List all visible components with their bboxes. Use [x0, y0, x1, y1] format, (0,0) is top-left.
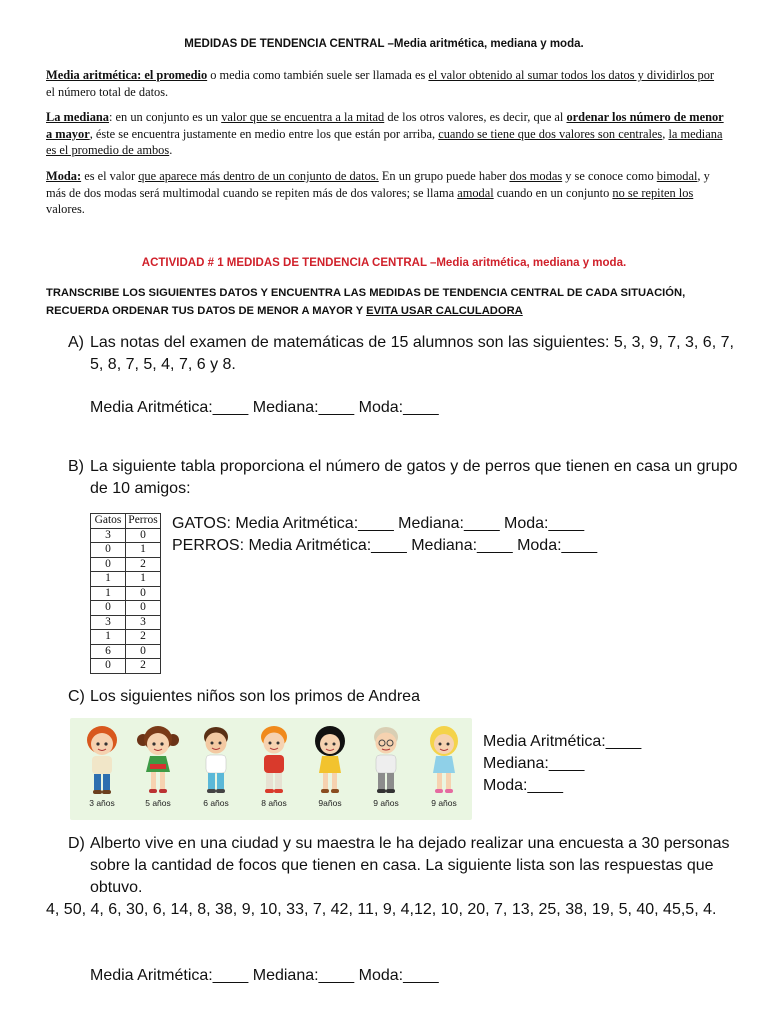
- child-figure: [134, 722, 182, 798]
- definition-text: En un grupo puede haber: [378, 169, 510, 183]
- question-a-letter: A): [68, 334, 84, 351]
- table-cell: 0: [126, 528, 161, 543]
- table-cell: 0: [91, 659, 126, 674]
- child-figure: [362, 722, 410, 798]
- table-header-row: [91, 514, 161, 529]
- table-row: [91, 557, 161, 572]
- question-a-answers: Media Aritmética:____ Mediana:____ Moda:____: [90, 399, 439, 416]
- table-row: [91, 528, 161, 543]
- definition-underlined: cuando se tiene que dos valores son centrales: [438, 126, 663, 141]
- table-cell: 1: [91, 572, 126, 587]
- definition-bold: ordenar los número de menor a mayor: [46, 110, 724, 141]
- definition-text: o media como también suele ser llamada es: [207, 68, 429, 82]
- age-label: 5 años: [145, 798, 171, 808]
- instructions-text: RECUERDA ORDENAR TUS DATOS DE MENOR A MAYOR Y: [46, 305, 367, 317]
- table-cell: 3: [126, 615, 161, 630]
- child-figure: [306, 722, 354, 798]
- answer-moda: Moda:____: [483, 777, 564, 794]
- answer-media: Media Aritmética:____: [483, 733, 642, 750]
- child-figure: [192, 722, 240, 798]
- table-cell: 1: [126, 543, 161, 558]
- table-cell: 3: [91, 615, 126, 630]
- activity-title: ACTIVIDAD # 1 MEDIDAS DE TENDENCIA CENTRAL –Media aritmética, mediana y moda.: [141, 257, 627, 269]
- definition-underlined: que aparece más dentro de un conjunto de datos.: [138, 169, 379, 183]
- definition-text: el número total de datos.: [46, 84, 169, 99]
- definition-term: Moda:: [46, 169, 82, 183]
- table-cell: 1: [126, 572, 161, 587]
- definition-text: y se conoce como: [562, 169, 657, 183]
- question-d-data: 4, 50, 4, 6, 30, 6, 14, 8, 38, 9, 10, 33, 7, 42, 11, 9, 4,12, 10, 20, 7, 13, 25, 38, 19, 5, 40, 45,5, 4.: [46, 901, 717, 918]
- question-c-text: Los siguientes niños son los primos de Andrea: [90, 688, 420, 705]
- question-b-letter: B): [68, 458, 84, 475]
- table-row: [91, 572, 161, 587]
- definition-underlined: valor que se encuentra a la mitad: [221, 110, 385, 124]
- question-d-answers: Media Aritmética:____ Mediana:____ Moda:____: [90, 967, 439, 984]
- question-b-gatos-answers: GATOS: Media Aritmética:____ Mediana:____ Moda:____: [172, 515, 585, 532]
- instructions-line: TRANSCRIBE LOS SIGUIENTES DATOS Y ENCUENTRA LAS MEDIDAS DE TENDENCIA CENTRAL DE CADA SITUACIÓN,: [46, 287, 686, 299]
- table-row: [91, 659, 161, 674]
- child-figure: [420, 722, 468, 798]
- definition-underlined: la mediana es el promedio de ambos: [46, 126, 723, 158]
- table-row: [91, 615, 161, 630]
- definition-underlined: dos modas: [509, 169, 563, 183]
- definition-mediana: [46, 109, 726, 159]
- definition-text: .: [169, 143, 173, 158]
- table-row: [91, 543, 161, 558]
- table-cell: 0: [91, 543, 126, 558]
- age-label: 6 años: [203, 798, 229, 808]
- definition-text: es el valor: [81, 169, 139, 183]
- definition-media: [46, 67, 726, 100]
- definition-term: Media aritmética: el promedio: [46, 68, 208, 82]
- table-cell: 0: [126, 601, 161, 616]
- definition-text: valores.: [46, 202, 85, 217]
- question-c-answers: [483, 731, 641, 797]
- table-cell: 1: [91, 586, 126, 601]
- definition-underlined: bimodal: [656, 169, 698, 183]
- definition-underlined: no se repiten los: [612, 185, 694, 200]
- table-row: [91, 601, 161, 616]
- question-b-text: La siguiente tabla proporciona el número de gatos y de perros que tienen en casa un grupo de 10 amigos:: [90, 458, 738, 497]
- question-d-text: Alberto vive en una ciudad y su maestra le ha dejado realizar una encuesta a 30 personas sobre la cantidad de focos que tienen en casa. La siguiente lista son las respuestas que obtuvo.: [90, 835, 730, 896]
- definition-text: de los otros valores, es decir, que al: [384, 110, 567, 124]
- age-label: 9años: [318, 798, 342, 808]
- definition-text: , y más de dos modas será multimodal cuando se repiten más de dos valores; se llama: [46, 169, 710, 200]
- instructions-line: [46, 302, 736, 320]
- instructions: [46, 284, 736, 320]
- table-row: [91, 586, 161, 601]
- age-label: 9 años: [373, 798, 399, 808]
- age-label: 3 años: [89, 798, 115, 808]
- table-row: [91, 630, 161, 645]
- table-cell: 6: [91, 644, 126, 659]
- table-cell: 0: [91, 601, 126, 616]
- cousins-illustration: [70, 718, 472, 820]
- child-figure: [250, 722, 298, 798]
- table-cell: 1: [91, 630, 126, 645]
- table-cell: 2: [126, 659, 161, 674]
- question-c-letter: C): [68, 688, 85, 705]
- table-cell: 0: [126, 644, 161, 659]
- definition-moda: [46, 168, 726, 218]
- question-a-text: Las notas del examen de matemáticas de 15 alumnos son las siguientes: 5, 3, 9, 7, 3, 6, 7, 5, 8, 7, 5, 4, 7, 6 y 8.: [90, 334, 734, 373]
- definition-text: : en un conjunto es un: [109, 110, 222, 124]
- table-header: Perros: [126, 514, 161, 529]
- answer-mediana: Mediana:____: [483, 755, 585, 772]
- table-cell: 2: [126, 630, 161, 645]
- table-cell: 0: [126, 586, 161, 601]
- question-d-letter: D): [68, 835, 85, 852]
- table-row: [91, 644, 161, 659]
- age-label: 9 años: [431, 798, 457, 808]
- cats-dogs-table: [90, 513, 161, 674]
- age-label: 8 años: [261, 798, 287, 808]
- page-title: MEDIDAS DE TENDENCIA CENTRAL –Media aritmética, mediana y moda.: [184, 38, 584, 50]
- table-cell: 3: [91, 528, 126, 543]
- table-header: Gatos: [91, 514, 126, 529]
- definition-term: La mediana: [46, 110, 109, 124]
- definition-text: , éste se encuentra justamente en medio entre los que están por arriba,: [89, 126, 439, 141]
- definition-text: ,: [662, 126, 669, 141]
- child-figure: [78, 722, 126, 798]
- definition-underlined: amodal: [457, 185, 494, 200]
- table-cell: 0: [91, 557, 126, 572]
- table-cell: 2: [126, 557, 161, 572]
- definition-underlined: el valor obtenido al sumar todos los datos y dividirlos por: [428, 68, 715, 82]
- instructions-underlined: EVITA USAR CALCULADORA: [366, 305, 523, 317]
- question-b-perros-answers: PERROS: Media Aritmética:____ Mediana:____ Moda:____: [172, 537, 598, 554]
- definition-text: cuando en un conjunto: [493, 185, 613, 200]
